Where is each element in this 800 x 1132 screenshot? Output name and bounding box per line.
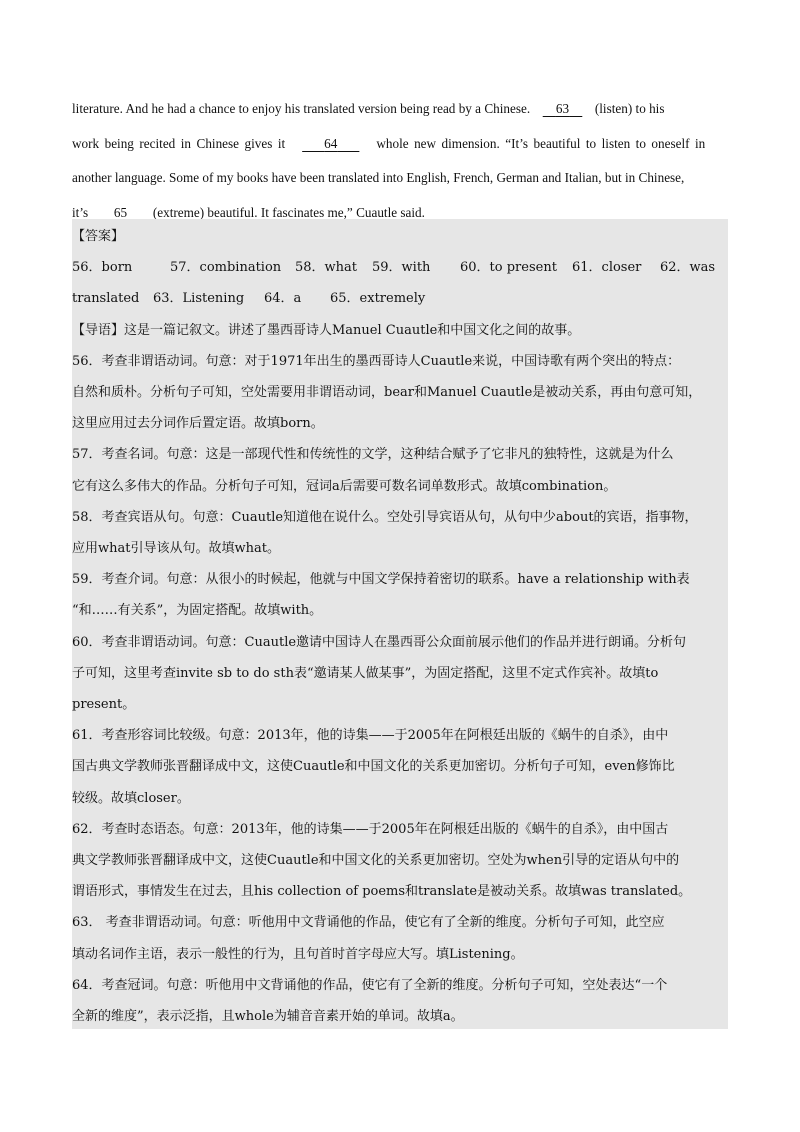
explanation-line: 应用what引导该从句。故填what。 <box>72 541 280 557</box>
blank-number: 65 <box>113 204 128 220</box>
answer-61: 61．closer <box>572 260 642 276</box>
answer-section <box>72 221 728 1032</box>
answer-row-1 <box>72 252 728 283</box>
passage-text-segment: another language. Some of my books have been translated into English, French, German and Italian, but in Chinese, <box>72 170 685 185</box>
explanation-line: 58．考查宾语从句。句意：Cuautle知道他在说什么。空处引导宾语从句，从句中少about的宾语，指事物， <box>72 509 698 525</box>
passage-text <box>72 92 728 230</box>
answer-64: 64．a <box>264 291 302 307</box>
explanation-line: 子可知，这里考查invite sb to do sth表“邀请某人做某事”，为固定搭配，这里不定式作宾补。故填to <box>72 665 659 681</box>
blank-number: 63 <box>555 101 570 116</box>
passage-text-segment: work being recited in Chinese gives it <box>72 135 286 151</box>
blank-number: 64 <box>324 135 338 151</box>
answer-62: 62．was <box>660 260 716 276</box>
answer-58: 58．what <box>295 260 358 276</box>
explanation-line: 谓语形式，事情发生在过去，且his collection of poems和translate是被动关系。故填was translated。 <box>72 884 692 900</box>
passage-text-segment: (extreme) beautiful. It fascinates me,” Cuautle said. <box>152 204 425 220</box>
explanation-line: 64．考查冠词。句意：听他用中文背诵他的作品，使它有了全新的维度。分析句子可知，空处表达“一个 <box>72 977 668 993</box>
explanation-line: 典文学教师张晋翻译成中文，这使Cuautle和中国文化的关系更加密切。空处为when引导的定语从句中的 <box>72 853 680 869</box>
explanation-line: 57．考查名词。句意：这是一部现代性和传统性的文学，这种结合赋予了它非凡的独特性，这就是为什么 <box>72 447 674 463</box>
explanation-line: 较级。故填closer。 <box>72 790 190 806</box>
passage-text-segment: literature. And he had a chance to enjoy his translated version being read by a Chinese. <box>72 101 531 116</box>
answer-63: 63．Listening <box>153 291 245 307</box>
explanation-line: 60．考查非谓语动词。句意：Cuautle邀请中国诗人在墨西哥公众面前展示他们的作品并进行朗诵。分析句 <box>72 634 687 650</box>
answer-62-cont: translated <box>72 291 140 307</box>
answer-56: 56．born <box>72 260 133 276</box>
answer-59: 59．with <box>372 260 431 276</box>
passage-line <box>72 161 728 196</box>
explanation-line: present。 <box>72 697 136 713</box>
passage-text-segment: whole new dimension. “It’s beautiful to listen to oneself in <box>376 135 706 151</box>
passage-text-segment: it’s <box>72 204 89 220</box>
passage-line <box>72 127 728 162</box>
explanation-line: 61．考查形容词比较级。句意：2013年，他的诗集——于2005年在阿根廷出版的《蜗牛的自杀》，由中 <box>72 728 669 744</box>
answer-row-2 <box>72 283 728 314</box>
blank-63 <box>537 92 589 127</box>
explanation-line: “和……有关系”，为固定搭配。故填with。 <box>72 603 323 619</box>
answer-65: 65．extremely <box>330 291 426 307</box>
explanation-line: 全新的维度”，表示泛指，且whole为辅音音素开始的单词。故填a。 <box>72 1009 464 1025</box>
explanation-line: 国古典文学教师张晋翻译成中文，这使Cuautle和中国文化的关系更加密切。分析句子可知，even修饰比 <box>72 759 675 775</box>
passage-text-segment: (listen) to his <box>594 101 665 116</box>
explanation-line: 它有这么多伟大的作品。分析句子可知，冠词a后需要可数名词单数形式。故填combination。 <box>72 478 617 494</box>
explanation-line: 填动名词作主语，表示一般性的行为，且句首时首字母应大写。填Listening。 <box>72 946 524 962</box>
explanation-line: 自然和质朴。分析句子可知，空处需要用非谓语动词，bear和Manuel Cuautle是被动关系，再由句意可知， <box>72 385 702 401</box>
explanation-line: 62．考查时态语态。句意：2013年，他的诗集——于2005年在阿根廷出版的《蜗牛的自杀》，由中国古 <box>72 821 669 837</box>
explanation-line: 这里应用过去分词作后置定语。故填born。 <box>72 416 324 432</box>
explanation-line: 63． 考查非谓语动词。句意：听他用中文背诵他的作品，使它有了全新的维度。分析句子可知，此空应 <box>72 915 665 931</box>
answer-header: 【答案】 <box>72 229 125 244</box>
passage-line <box>72 92 728 127</box>
answer-57: 57．combination <box>170 260 282 276</box>
explanation-line: 59．考查介词。句意：从很小的时候起，他就与中国文学保持着密切的联系。have a relationship with表 <box>72 572 690 588</box>
explanation-line: 【导语】这是一篇记叙文。讲述了墨西哥诗人Manuel Cuautle和中国文化之间的故事。 <box>72 322 581 338</box>
blank-64 <box>296 127 365 162</box>
answer-60: 60．to present <box>460 260 557 276</box>
explanation-line: 56．考查非谓语动词。句意：对于1971年出生的墨西哥诗人Cuautle来说，中国诗歌有两个突出的特点： <box>72 353 681 369</box>
